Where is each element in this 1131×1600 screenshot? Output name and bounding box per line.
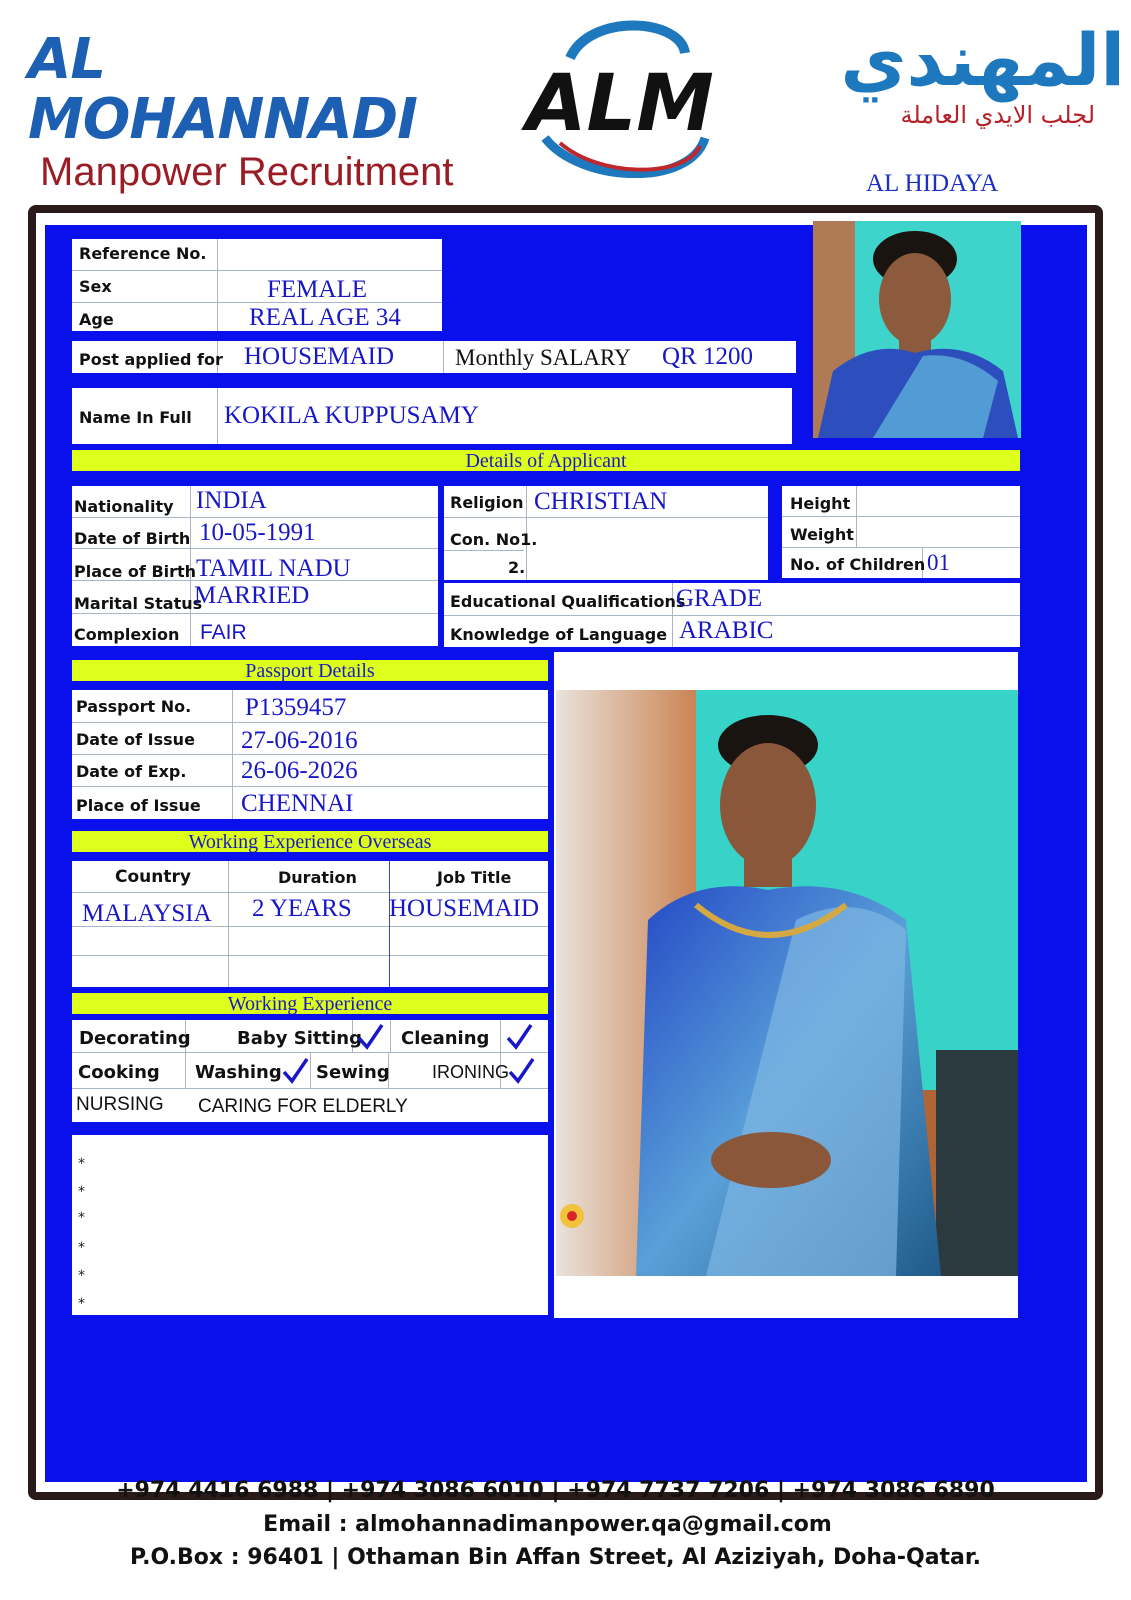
- brand-arabic-name: المهندي: [840, 18, 1125, 102]
- religion-value: CHRISTIAN: [534, 488, 668, 515]
- expiry-date-value: 26-06-2026: [241, 757, 358, 784]
- branch-name: AL HIDAYA: [866, 170, 999, 197]
- contact2-label: 2.: [508, 558, 526, 577]
- nationality-label: Nationality: [74, 497, 174, 516]
- name-label: Name In Full: [79, 408, 192, 427]
- age-value: REAL AGE 34: [249, 304, 401, 331]
- applicant-photo-small: [813, 221, 1021, 438]
- note-bullet: *: [78, 1268, 85, 1284]
- experience-heading: Working Experience: [72, 993, 548, 1014]
- washing-check-icon: [280, 1056, 310, 1086]
- language-value: ARABIC: [679, 617, 774, 644]
- issue-place-label: Place of Issue: [76, 796, 201, 815]
- overseas-job: HOUSEMAID: [389, 895, 539, 922]
- alm-logo: [500, 18, 740, 178]
- passport-heading: Passport Details: [72, 660, 548, 681]
- education-label: Educational Qualifications: [450, 592, 686, 611]
- overseas-duration: 2 YEARS: [252, 895, 352, 922]
- marital-value: MARRIED: [194, 582, 310, 609]
- skill-nursing: NURSING: [76, 1094, 164, 1115]
- issue-place-value: CHENNAI: [241, 790, 354, 817]
- skill-decorating: Decorating: [79, 1028, 191, 1049]
- religion-label: Religion: [450, 493, 524, 512]
- dob-label: Date of Birth: [74, 529, 191, 548]
- skill-elderly-care: CARING FOR ELDERLY: [198, 1096, 408, 1117]
- age-label: Age: [79, 310, 114, 329]
- complexion-label: Complexion: [74, 625, 180, 644]
- salary-value: QR 1200: [662, 343, 753, 370]
- brand-subtitle: Manpower Recruitment: [40, 150, 454, 194]
- pob-label: Place of Birth: [74, 562, 197, 581]
- issue-date-value: 27-06-2016: [241, 727, 358, 754]
- children-value: 01: [927, 550, 950, 575]
- skill-baby-sitting: Baby Sitting: [237, 1028, 362, 1049]
- salary-label: Monthly SALARY: [455, 345, 631, 370]
- sex-value: FEMALE: [267, 276, 367, 303]
- note-bullet: *: [78, 1184, 85, 1200]
- skill-ironing: IRONING: [432, 1062, 510, 1082]
- skill-washing: Washing: [195, 1062, 282, 1083]
- brand-arabic: [745, 20, 1125, 130]
- language-label: Knowledge of Language: [450, 625, 668, 644]
- complexion-value: FAIR: [200, 621, 247, 644]
- overseas-heading: Working Experience Overseas: [72, 831, 548, 852]
- overseas-col-duration: Duration: [278, 868, 357, 887]
- brand-arabic-subtitle: لجلب الايدي العاملة: [900, 101, 1095, 129]
- overseas-col-job: Job Title: [437, 868, 512, 887]
- pob-value: TAMIL NADU: [196, 555, 351, 582]
- nationality-value: INDIA: [196, 487, 267, 514]
- brand-name: AL MOHANNADI: [28, 27, 417, 152]
- brand-english: [28, 27, 498, 194]
- overseas-country: MALAYSIA: [82, 900, 212, 927]
- issue-date-label: Date of Issue: [76, 730, 195, 749]
- passport-number-label: Passport No.: [76, 697, 192, 716]
- note-bullet: *: [78, 1296, 85, 1312]
- height-label: Height: [790, 494, 851, 513]
- overseas-col-country: Country: [115, 867, 191, 887]
- weight-label: Weight: [790, 525, 854, 544]
- marital-label: Marital Status: [74, 594, 203, 613]
- footer-phones: +974 4416 6988 | +974 3086 6010 | +974 7737 7206 | +974 3086 6890: [116, 1478, 995, 1503]
- baby-sitting-check-icon: [355, 1022, 385, 1052]
- footer-address: P.O.Box : 96401 | Othaman Bin Affan Street, Al Aziziyah, Doha-Qatar.: [130, 1545, 981, 1570]
- skill-cooking: Cooking: [78, 1062, 160, 1083]
- contact1-label: Con. No1.: [450, 530, 538, 549]
- sex-label: Sex: [79, 277, 112, 296]
- cleaning-check-icon: [504, 1022, 534, 1052]
- education-value: GRADE: [676, 585, 763, 612]
- skill-sewing: Sewing: [316, 1062, 390, 1083]
- children-label: No. of Children: [790, 555, 926, 574]
- note-bullet: *: [78, 1240, 85, 1256]
- applicant-photo-large: [556, 690, 1018, 1276]
- dob-value: 10-05-1991: [199, 519, 316, 546]
- name-value: KOKILA KUPPUSAMY: [224, 402, 479, 429]
- post-label: Post applied for: [79, 350, 223, 369]
- note-bullet: *: [78, 1156, 85, 1172]
- logo-text: ALM: [526, 59, 714, 149]
- reference-label: Reference No.: [79, 244, 207, 263]
- post-value: HOUSEMAID: [244, 343, 394, 370]
- passport-number-value: P1359457: [245, 694, 347, 721]
- ironing-check-icon: [506, 1056, 536, 1086]
- details-heading: Details of Applicant: [72, 450, 1020, 471]
- footer-email: Email : almohannadimanpower.qa@gmail.com: [263, 1512, 832, 1537]
- notes-box: [72, 1135, 548, 1315]
- skill-cleaning: Cleaning: [401, 1028, 490, 1049]
- expiry-date-label: Date of Exp.: [76, 762, 187, 781]
- note-bullet: *: [78, 1210, 85, 1226]
